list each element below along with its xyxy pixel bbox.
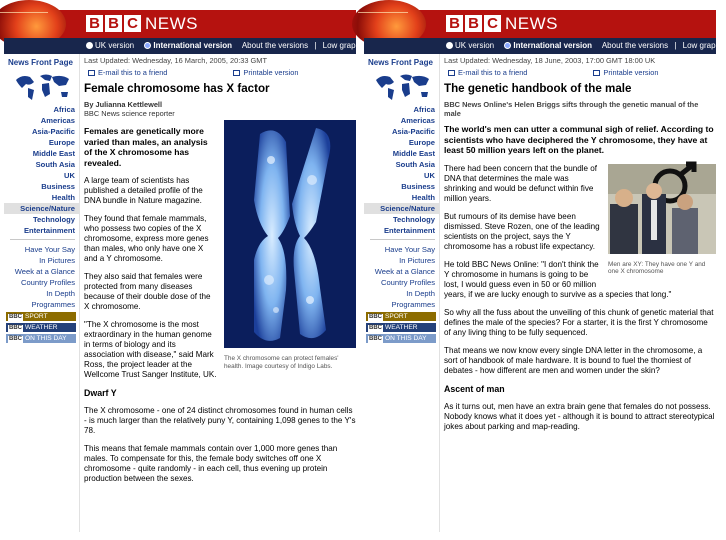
sidebar-item-entertainment[interactable]: Entertainment	[383, 226, 435, 235]
byline	[84, 100, 356, 118]
article-headline: Female chromosome has X factor	[84, 82, 270, 95]
article-paragraph: There had been concern that the bundle of DNA that determines the male was shrinking and would be defunct within five million years.	[444, 163, 597, 203]
x-chromosome-image	[224, 120, 356, 348]
low-graphics-link[interactable]: Low graphi	[322, 41, 362, 50]
email-friend-link[interactable]: E-mail this to a friend	[98, 68, 168, 77]
article-paragraph: But rumours of its demise have been dismissed. Steve Rozen, one of the leading scientists on the project, says the Y chromosome has a robust life expectancy.	[444, 211, 600, 251]
article-paragraph: A large team of scientists has published a detailed profile of the DNA bundle in Nature magazine.	[84, 176, 203, 205]
photo-caption: Men are XY: They have one Y and one X chromosome	[608, 260, 706, 276]
sidebar-item-health[interactable]: Health	[411, 193, 435, 202]
news-wordmark: NEWS	[505, 14, 558, 33]
sidebar	[364, 54, 440, 532]
sidebar-item-programmes[interactable]: Programmes	[391, 300, 435, 309]
about-versions-link[interactable]: About the versions	[241, 41, 309, 50]
sidebar-item-in-depth[interactable]: In Depth	[46, 289, 75, 298]
sidebar-item-south-asia[interactable]: South Asia	[395, 160, 435, 169]
article-paragraph: That means we now know every single DNA letter in the chromosome, a sort of handbook of male hardware. It is bound to fuel the thorniest of debates - how different are men and women under the skin?	[444, 345, 703, 375]
article-paragraph: They also said that females were protected from many diseases because of their double dose of the X chromosome.	[84, 272, 211, 311]
world-map-icon	[12, 70, 72, 104]
sidebar-item-science-nature[interactable]: Science/Nature	[4, 203, 79, 214]
article-paragraph: They found that female mammals, who possess two copies of the X chromosome, express more genes than males, who only have one X and a Y chromosome.	[84, 214, 209, 263]
sidebar-divider	[370, 239, 435, 240]
bbc-masthead	[364, 10, 716, 38]
article-page-right	[364, 10, 722, 532]
sidebar-item-country-profiles[interactable]: Country Profiles	[380, 278, 435, 287]
sidebar-item-middle-east[interactable]: Middle East	[32, 149, 75, 158]
sidebar-item-europe[interactable]: Europe	[408, 138, 435, 147]
news-wordmark: NEWS	[145, 14, 198, 33]
article-tools	[84, 68, 356, 80]
sidebar-item-middle-east[interactable]: Middle East	[392, 149, 435, 158]
sidebar-item-entertainment[interactable]: Entertainment	[23, 226, 75, 235]
printer-icon	[233, 70, 240, 76]
email-icon	[448, 70, 455, 76]
bbc-on-this-day-link[interactable]: BBC ON THIS DAY	[366, 334, 436, 343]
edition-bar: UK version International version About the versions | Low graphi	[364, 38, 716, 54]
low-graphics-link[interactable]: Low graphi	[682, 41, 722, 50]
sidebar-item-uk[interactable]: UK	[424, 171, 435, 180]
byline-role: BBC News science reporter	[84, 109, 175, 118]
sidebar-item-in-pictures[interactable]: In Pictures	[39, 256, 75, 265]
article-content	[444, 54, 716, 532]
bbc-logo[interactable]	[446, 15, 501, 32]
about-versions-link[interactable]: About the versions	[601, 41, 669, 50]
bbc-logo-letter: C	[124, 15, 141, 32]
article-tools	[444, 68, 716, 80]
article-paragraph: He told BBC News Online: "I don't think the Y chromosome in humans is going to be lost, I would guess even in 50 or 60 million years, if we are lucky enough to survive as a species that long."	[444, 259, 672, 299]
article-headline: The genetic handbook of the male	[444, 82, 632, 95]
steve-rozen-photo	[608, 164, 716, 254]
article-paragraph: The X chromosome - one of 24 distinct chromosomes found in human cells - is much larger than the relatively puny Y, containing 1,098 genes to the Y's 78.	[84, 406, 356, 435]
sidebar-item-country-profiles[interactable]: Country Profiles	[20, 278, 75, 287]
sidebar-item-science-nature[interactable]: Science/Nature	[364, 203, 439, 214]
sidebar-item-asia-pacific[interactable]: Asia-Pacific	[391, 127, 435, 136]
printer-icon	[593, 70, 600, 76]
article-paragraph: So why all the fuss about the unveiling of this chunk of genetic material that defines the male of the species? For a starter, it is the first Y chromosome of any living thing to be fully sequenced.	[444, 307, 714, 337]
international-version-link[interactable]: International version	[504, 41, 596, 50]
article-standfirst: BBC News Online's Helen Briggs sifts through the genetic manual of the male	[444, 100, 699, 118]
sidebar-item-business[interactable]: Business	[41, 182, 75, 191]
bbc-logo-letter: B	[86, 15, 103, 32]
edition-bar: UK version International version About the versions | Low graphi	[4, 38, 356, 54]
sidebar-item-technology[interactable]: Technology	[392, 215, 435, 224]
printable-version-link[interactable]: Printable version	[603, 68, 659, 77]
article-subhead: Dwarf Y	[84, 388, 117, 398]
article-lead: Females are genetically more varied than males, an analysis of the X chromosome has revealed.	[84, 126, 208, 168]
last-updated: Last Updated: Wednesday, 16 March, 2005, 20:33 GMT	[84, 56, 267, 65]
sidebar-item-europe[interactable]: Europe	[48, 138, 75, 147]
bbc-sport-link[interactable]: BBC SPORT	[6, 312, 76, 321]
sidebar-item-in-pictures[interactable]: In Pictures	[399, 256, 435, 265]
sidebar-item-in-depth[interactable]: In Depth	[406, 289, 435, 298]
sidebar-item-have-your-say[interactable]: Have Your Say	[24, 245, 75, 254]
article-paragraph: As it turns out, men have an extra brain gene that females do not possess. Nobody knows what it does yet - although it is bound to attract stereotypical jokes about parking and map-reading.	[444, 401, 715, 431]
uk-version-link[interactable]: UK version	[86, 41, 138, 50]
byline-author: By Julianna Kettlewell	[84, 100, 163, 109]
sidebar-item-programmes[interactable]: Programmes	[31, 300, 75, 309]
news-front-page-link[interactable]: News Front Page	[368, 58, 433, 67]
bbc-on-this-day-link[interactable]: BBC ON THIS DAY	[6, 334, 76, 343]
international-version-link[interactable]: International version	[144, 41, 236, 50]
sidebar-divider	[10, 239, 75, 240]
bbc-logo-letter: C	[484, 15, 501, 32]
bbc-weather-link[interactable]: BBC WEATHER	[6, 323, 76, 332]
last-updated: Last Updated: Wednesday, 18 June, 2003, 17:00 GMT 18:00 UK	[444, 56, 656, 65]
article-subhead: Ascent of man	[444, 383, 505, 394]
article-photo	[608, 164, 716, 276]
photo-caption: The X chromosome can protect females' health. Image courtesy of Indigo Labs.	[224, 355, 339, 370]
news-front-page-link[interactable]: News Front Page	[8, 58, 73, 67]
bbc-masthead	[4, 10, 356, 38]
bbc-logo-letter: B	[446, 15, 463, 32]
bbc-logo-letter: B	[465, 15, 482, 32]
article-content	[84, 54, 356, 532]
bbc-logo-letter: B	[105, 15, 122, 32]
sidebar-item-asia-pacific[interactable]: Asia-Pacific	[31, 127, 75, 136]
sidebar	[4, 54, 80, 532]
sidebar-item-week-at-a-glance[interactable]: Week at a Glance	[14, 267, 75, 276]
sidebar-item-have-your-say[interactable]: Have Your Say	[384, 245, 435, 254]
email-icon	[88, 70, 95, 76]
sidebar-item-week-at-a-glance[interactable]: Week at a Glance	[374, 267, 435, 276]
bbc-weather-link[interactable]: BBC WEATHER	[366, 323, 436, 332]
sidebar-item-health[interactable]: Health	[51, 193, 75, 202]
sidebar-item-africa[interactable]: Africa	[53, 105, 75, 114]
article-page-left	[4, 10, 362, 532]
article-lead: The world's men can utter a communal sigh of relief. According to scientists who have deciphered the Y chromosome, they have at least 50 million years left on the planet.	[444, 124, 714, 155]
bbc-logo[interactable]	[86, 15, 141, 32]
article-photo	[224, 120, 356, 370]
sidebar-item-africa[interactable]: Africa	[413, 105, 435, 114]
uk-version-link[interactable]: UK version	[446, 41, 498, 50]
sidebar-item-americas[interactable]: Americas	[40, 116, 75, 125]
sidebar-item-technology[interactable]: Technology	[32, 215, 75, 224]
article-paragraph: This means that female mammals contain over 1,000 more genes than males. To compensate for this, the female body switches off one X chromosome - quite randomly - in each cell, thus evening up protein production between the sexes.	[84, 444, 338, 483]
sidebar-item-south-asia[interactable]: South Asia	[35, 160, 75, 169]
sidebar-item-americas[interactable]: Americas	[400, 116, 435, 125]
sidebar-item-business[interactable]: Business	[401, 182, 435, 191]
world-map-icon	[372, 70, 432, 104]
sidebar-item-uk[interactable]: UK	[64, 171, 75, 180]
bbc-sport-link[interactable]: BBC SPORT	[366, 312, 436, 321]
email-friend-link[interactable]: E-mail this to a friend	[458, 68, 528, 77]
article-paragraph: "The X chromosome is the most extraordinary in the human genome in terms of biology and its association with disease," said Mark Ross, the project leader at the Wellcome Trust Sanger Institute, UK.	[84, 320, 217, 379]
printable-version-link[interactable]: Printable version	[243, 68, 299, 77]
